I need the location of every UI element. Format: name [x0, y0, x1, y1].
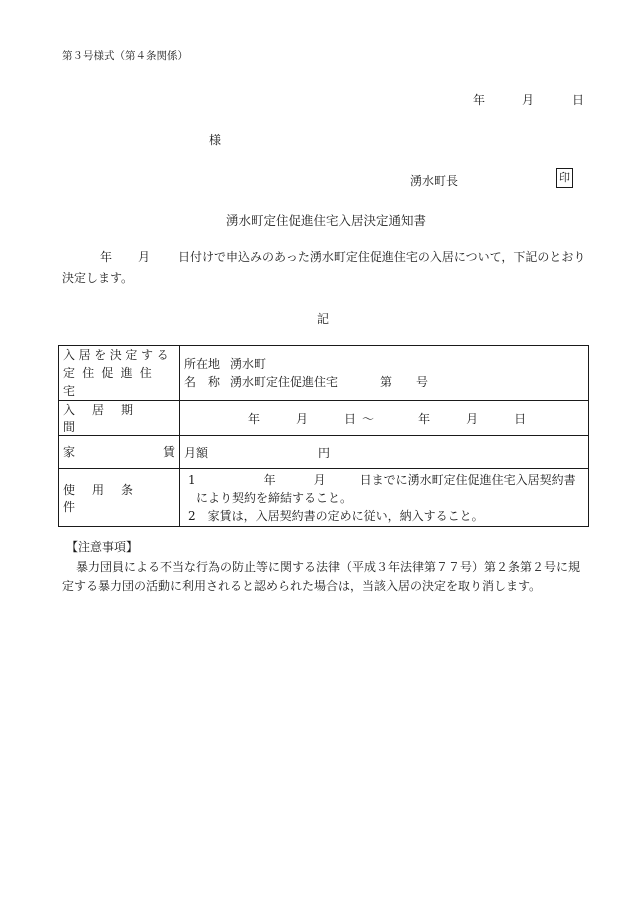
label-conditions: 使用条件: [59, 469, 180, 527]
period-from-month: 月: [296, 411, 309, 426]
label-housing: [59, 346, 180, 401]
date-day-label: 日: [572, 93, 585, 107]
body-month-label: 月: [138, 250, 151, 264]
condition1-number: 1: [188, 472, 196, 487]
condition2-number: 2: [188, 508, 196, 523]
body-paragraph: [62, 247, 590, 289]
notes-text: 暴力団員による不当な行為の防止等に関する法律（平成３年法律第７７号）第２条第２号に規定する暴力団の活動に利用されると認められた場合は，当該入居の決定を取り消します。: [62, 560, 581, 593]
value-period: [180, 401, 589, 436]
condition1-text2: により契約を締結すること。: [196, 490, 353, 505]
form-number: 第３号様式（第４条関係）: [62, 50, 188, 62]
rent-monthly-label: 月額: [184, 445, 209, 460]
period-to-month: 月: [466, 411, 479, 426]
details-table: [58, 345, 589, 527]
rent-yen: 円: [318, 445, 331, 460]
table-row-housing: [59, 346, 589, 401]
body-year-label: 年: [100, 250, 113, 264]
table-row-period: [59, 401, 589, 436]
value-housing: [180, 346, 589, 401]
label-housing-line1-text: 入居を決定する: [63, 348, 173, 362]
period-tilde: ～: [362, 411, 375, 426]
condition1-text: 日までに湧水町定住促進住宅入居契約書: [359, 472, 576, 487]
number-suffix: 号: [416, 375, 429, 389]
value-rent: [180, 436, 589, 469]
addressee-suffix: 様: [209, 133, 222, 147]
sender-title: 湧水町長: [410, 174, 459, 188]
condition1-month: 月: [313, 472, 326, 487]
period-to-day: 日: [514, 411, 527, 426]
notes-heading: 【注意事項】: [66, 540, 139, 554]
label-rent: [59, 436, 180, 469]
number-prefix: 第: [380, 375, 393, 389]
name-value: 湧水町定住促進住宅: [230, 375, 339, 389]
condition2-text: 家賃は，入居契約書の定めに従い，納入すること。: [207, 508, 484, 523]
location-label: 所在地: [184, 357, 221, 371]
notes-paragraph: [62, 558, 590, 596]
document-title: 湧水町定住促進住宅入居決定通知書: [226, 213, 427, 228]
label-housing-line1: [63, 346, 175, 364]
period-from-year: 年: [248, 411, 261, 426]
condition1-year: 年: [263, 472, 276, 487]
location-value: 湧水町: [230, 357, 267, 371]
date-year-label: 年: [473, 93, 486, 107]
label-period: 入居期間: [59, 401, 180, 436]
period-to-year: 年: [418, 411, 431, 426]
date-month-label: 月: [522, 93, 535, 107]
label-rent-right: 賃: [162, 445, 175, 459]
ki-heading: 記: [317, 312, 330, 326]
body-text: 日付けで申込みのあった湧水町定住促進住宅の入居について，下記のとおり決定します。: [62, 250, 586, 285]
table-row-conditions: [59, 469, 589, 527]
name-label: 名 称: [184, 375, 221, 389]
label-rent-left: 家: [63, 445, 76, 459]
period-from-day: 日: [344, 411, 357, 426]
table-row-rent: [59, 436, 589, 469]
label-housing-line2-text: 定住促進住宅: [63, 366, 160, 398]
value-conditions: [180, 469, 589, 527]
label-housing-line2: [63, 364, 175, 400]
seal-stamp: 印: [556, 168, 573, 188]
